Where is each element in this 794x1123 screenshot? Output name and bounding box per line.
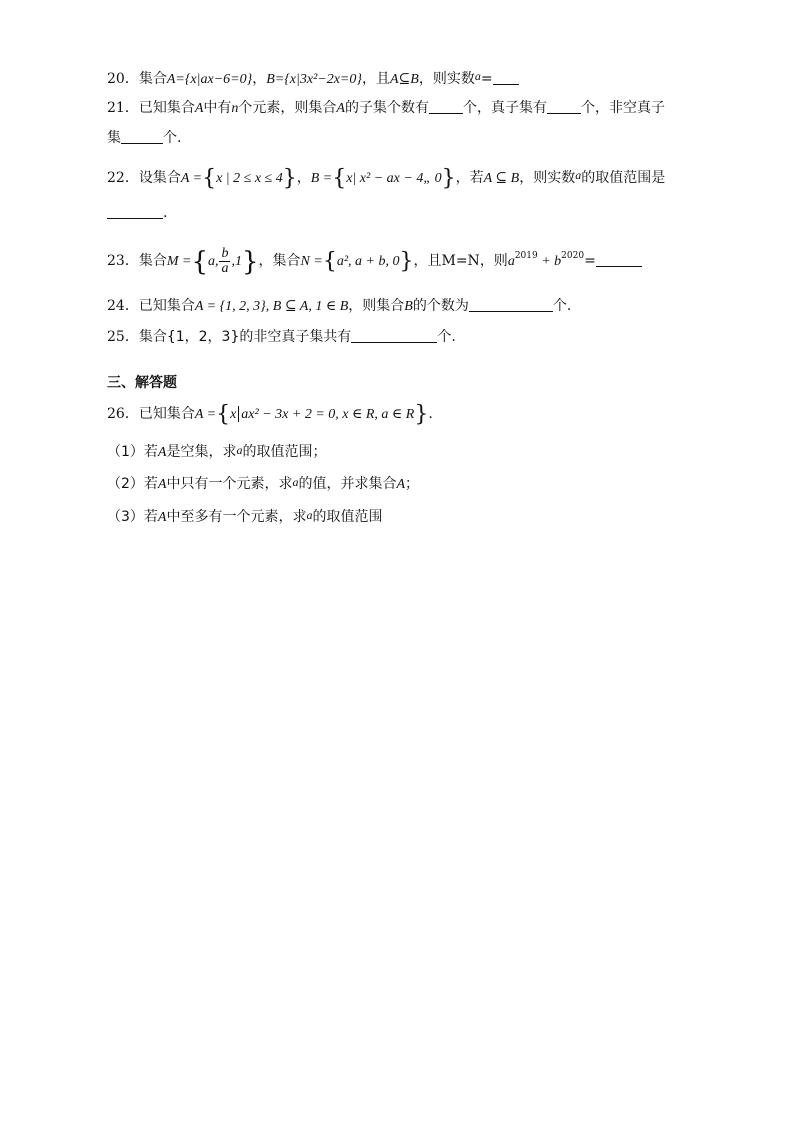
answer-blank[interactable]: [107, 204, 163, 219]
exponent: 2020: [561, 251, 585, 261]
question-26-part-2: [107, 472, 419, 495]
set-name: B: [404, 299, 413, 314]
question-text: 中有: [203, 100, 232, 116]
set-name: A: [157, 445, 167, 460]
question-text: 的取值范围: [312, 509, 383, 525]
question-text: 个.: [552, 298, 572, 314]
expression-base-b: + b: [537, 254, 562, 269]
question-number: 24．: [107, 298, 139, 314]
question-number: 23．: [107, 253, 139, 269]
set-a-lhs: A =: [180, 171, 203, 186]
question-21-continued: [107, 128, 181, 148]
subset-relation: A⊆B: [389, 72, 419, 87]
answer-blank[interactable]: [547, 99, 581, 114]
question-text: 个元素，则集合: [238, 100, 337, 116]
set-name: A: [157, 510, 167, 525]
answer-blank[interactable]: [121, 129, 163, 144]
question-text: 的个数为: [412, 298, 469, 314]
expression-base-a: a: [507, 254, 515, 269]
question-number: 20．: [107, 71, 139, 87]
set-name: A: [194, 101, 204, 116]
question-26-part-1: [107, 440, 326, 463]
question-number: 22．: [107, 170, 139, 186]
question-text: 设集合: [138, 170, 181, 186]
question-text: 的值，并求集合: [298, 476, 397, 492]
question-text: 集合{1，2，3}的非空真子集共有: [138, 329, 352, 345]
punctuation: ，: [252, 71, 267, 87]
question-26-part-3: [107, 505, 382, 528]
question-text: ，且: [361, 71, 390, 87]
variable-a: a: [236, 443, 243, 457]
question-text: 中至多有一个元素，求: [166, 509, 307, 525]
set-n-body: a², a + b, 0: [336, 254, 400, 269]
question-text: 个.: [437, 329, 456, 345]
question-text: 的子集个数有: [344, 100, 429, 116]
set-a-body: x | 2 ≤ x ≤ 4: [216, 171, 283, 186]
variable-a: a: [292, 475, 299, 489]
question-text: 是空集，求: [166, 444, 237, 460]
answer-blank[interactable]: [469, 297, 553, 312]
set-m-element: a,: [207, 254, 219, 269]
section-heading: 三、解答题: [107, 375, 177, 391]
question-text: ，则: [479, 253, 508, 269]
condition-m-equals-n: M=N: [441, 253, 480, 269]
subset-relation: A ⊆ B: [483, 171, 520, 186]
answer-blank[interactable]: [493, 70, 519, 85]
question-text: ，则实数: [519, 170, 576, 186]
fraction-denominator: a: [221, 260, 229, 276]
question-23: 23．集合M ={a, $\frac{b}{a}$ ,1}，集合N ={a², a + b, 0}，且M=N，则$a^{2019} + b^{2020}=$: [107, 246, 642, 276]
question-text: 若: [143, 509, 158, 525]
equals-sign: =: [584, 253, 596, 269]
set-name: A: [157, 477, 167, 492]
question-text: ，且: [413, 253, 442, 269]
set-variable: x: [230, 407, 237, 422]
fraction-b-over-a: [219, 247, 230, 276]
question-text: ，若: [455, 170, 484, 186]
question-text: 个.: [163, 130, 182, 146]
variable-a: a: [474, 69, 481, 83]
set-b-expression: B={x|3x²−2x=0}: [266, 72, 362, 87]
question-22: 22．设集合A ={x | 2 ≤ x ≤ 4}，B ={x| x² − ax − 4„ 0}，若A ⊆ B，则实数a的取值范围是: [107, 166, 666, 191]
question-text: 的取值范围是: [581, 170, 666, 186]
part-number: （3）: [107, 509, 144, 525]
question-21: [107, 98, 665, 119]
question-text: 已知集合: [138, 100, 195, 116]
question-text: ，集合: [258, 253, 301, 269]
question-text: ；: [405, 476, 420, 492]
set-m-element: ,1: [231, 254, 242, 269]
set-a-expression: A={x|ax−6=0}: [166, 72, 253, 87]
variable-n: n: [231, 101, 239, 116]
question-number: 25．: [107, 329, 139, 345]
question-25: [107, 327, 456, 347]
set-m-lhs: M =: [166, 254, 192, 269]
question-text: 集: [107, 130, 121, 146]
set-conditions: A = {1, 2, 3}, B ⊆ A, 1 ∈ B: [194, 299, 349, 314]
question-text: 集合: [138, 71, 167, 87]
part-number: （1）: [107, 444, 144, 460]
set-b-lhs: B =: [310, 171, 333, 186]
set-builder-bar: [238, 406, 239, 422]
question-text: ，则实数: [418, 71, 475, 87]
set-name: A: [336, 101, 345, 116]
question-text: 集合: [138, 253, 167, 269]
set-b-body: x| x² − ax − 4„ 0: [346, 171, 442, 186]
answer-blank[interactable]: [351, 328, 437, 343]
punctuation: .: [163, 205, 168, 221]
set-n-lhs: N =: [300, 254, 323, 269]
question-text: 已知集合: [138, 298, 195, 314]
answer-blank[interactable]: [429, 99, 463, 114]
question-text: 中只有一个元素，求: [166, 476, 293, 492]
equals-sign: =: [480, 71, 493, 87]
set-name: A: [396, 477, 406, 492]
question-text: 个，真子集有: [462, 100, 547, 116]
question-text: 若: [143, 476, 158, 492]
question-22-continued: [107, 203, 167, 223]
question-number: 26．: [107, 406, 139, 422]
set-body: ax² − 3x + 2 = 0, x ∈ R, a ∈ R: [241, 407, 415, 422]
question-text: 个，非空真子: [580, 100, 665, 116]
part-number: （2）: [107, 476, 144, 492]
answer-blank[interactable]: [596, 252, 642, 267]
question-20: [107, 66, 519, 90]
variable-a: a: [306, 508, 313, 522]
question-number: 21．: [107, 100, 139, 116]
fraction-numerator: b: [221, 245, 229, 261]
question-text: 若: [143, 444, 158, 460]
variable-a: a: [575, 168, 582, 182]
punctuation: ，: [296, 170, 311, 186]
question-text: 已知集合: [138, 406, 195, 422]
question-text: 的取值范围；: [242, 444, 327, 460]
exponent: 2019: [514, 251, 538, 261]
question-text: ，则集合: [348, 298, 405, 314]
punctuation: .: [428, 406, 433, 422]
set-lhs: A =: [194, 407, 217, 422]
question-24: [107, 296, 571, 317]
question-26: 26．已知集合A ={x ax² − 3x + 2 = 0, x ∈ R, a ∈ R}.: [107, 402, 433, 427]
